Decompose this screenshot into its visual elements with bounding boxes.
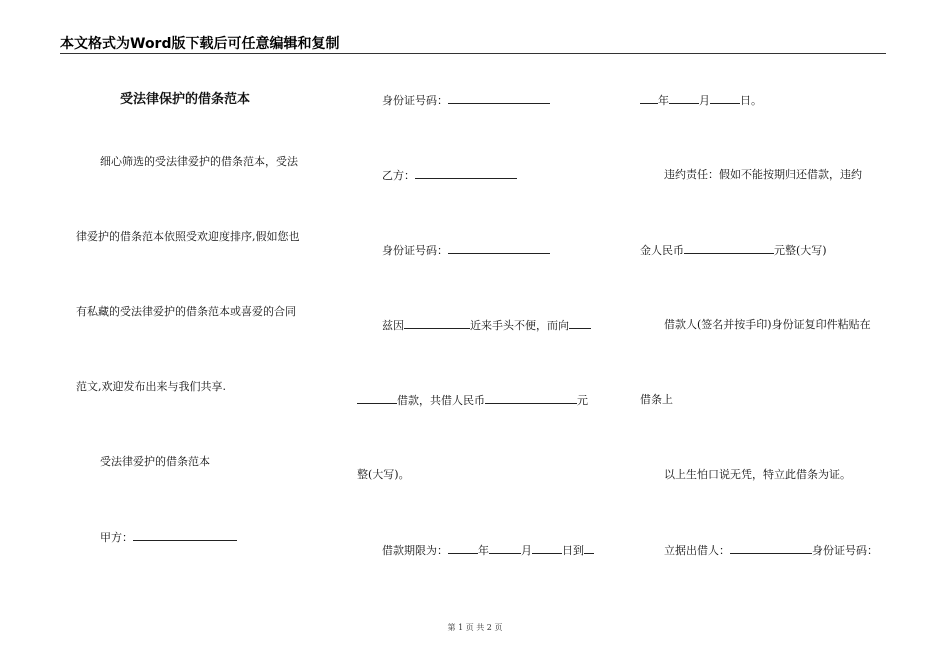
borrow-label-b: 元 — [577, 394, 588, 407]
penalty-label-b: 元整(大写) — [774, 244, 827, 257]
intro-line-1: 细心筛选的受法律爱护的借条范本，受法 — [100, 155, 298, 168]
id-number-line-2 — [382, 243, 550, 258]
subtitle: 受法律爱护的借条范本 — [100, 455, 210, 468]
penalty-label-a: 金人民币 — [640, 244, 684, 257]
id-number-label-2: 身份证号码： — [382, 244, 448, 257]
party-b-label: 乙方： — [382, 169, 415, 182]
breach-line: 违约责任：假如不能按期归还借款，违约 — [664, 168, 862, 181]
period-day-blank — [532, 543, 562, 554]
party-a-blank — [133, 530, 237, 541]
signature-line: 借款人(签名并按手印)身份证复印件粘贴在 — [664, 318, 871, 331]
capital-line: 整(大写)。 — [357, 468, 410, 481]
lender-line — [664, 543, 878, 558]
period-end-blank — [584, 543, 594, 554]
reason-blank-1 — [404, 318, 470, 329]
document-title: 受法律保护的借条范本 — [120, 92, 251, 107]
end-year: 年 — [658, 94, 669, 107]
period-month: 月 — [521, 544, 532, 557]
id-number-label-1: 身份证号码： — [382, 94, 448, 107]
lender-id-label: 身份证号码： — [812, 544, 878, 557]
end-day: 日。 — [740, 94, 762, 107]
lender-label: 立据出借人： — [664, 544, 730, 557]
borrow-amount-line — [357, 393, 588, 408]
period-year: 年 — [478, 544, 489, 557]
end-month: 月 — [699, 94, 710, 107]
reason-line — [382, 318, 591, 333]
intro-line-3: 有私藏的受法律爱护的借条范本或喜爱的合同 — [76, 305, 296, 318]
amount-blank — [485, 393, 577, 404]
page-number: 第 1 页 共 2 页 — [447, 623, 503, 632]
party-a-label: 甲方： — [100, 531, 133, 544]
id-number-blank-1 — [448, 93, 550, 104]
id-number-blank-2 — [448, 243, 550, 254]
end-year-blank — [640, 93, 658, 104]
reason-label-b: 近来手头不便，而向 — [470, 319, 569, 332]
document-header-title: 本文格式为Word版下载后可任意编辑和复制 — [60, 36, 340, 52]
reason-blank-2 — [569, 318, 591, 329]
period-day-to: 日到 — [562, 544, 584, 557]
period-year-blank — [448, 543, 478, 554]
end-month-blank — [669, 93, 699, 104]
reason-label-a: 兹因 — [382, 319, 404, 332]
lender-name-blank — [730, 543, 812, 554]
period-label: 借款期限为： — [382, 544, 448, 557]
party-a-line — [100, 530, 237, 545]
borrow-label-a: 借款，共借人民币 — [397, 394, 485, 407]
end-day-blank — [710, 93, 740, 104]
party-b-blank — [415, 168, 517, 179]
closing-line: 以上生怕口说无凭，特立此借条为证。 — [664, 468, 851, 481]
header-divider — [60, 53, 886, 54]
end-date-line — [640, 93, 762, 108]
penalty-line — [640, 243, 827, 258]
lender-blank — [357, 393, 397, 404]
intro-line-2: 律爱护的借条范本依照受欢迎度排序,假如您也 — [76, 230, 300, 243]
signature-line-2: 借条上 — [640, 393, 673, 406]
intro-line-4: 范文,欢迎发布出来与我们共享. — [76, 380, 226, 393]
id-number-line-1 — [382, 93, 550, 108]
loan-period-line — [382, 543, 594, 558]
period-month-blank — [489, 543, 521, 554]
party-b-line — [382, 168, 517, 183]
penalty-blank — [684, 243, 774, 254]
